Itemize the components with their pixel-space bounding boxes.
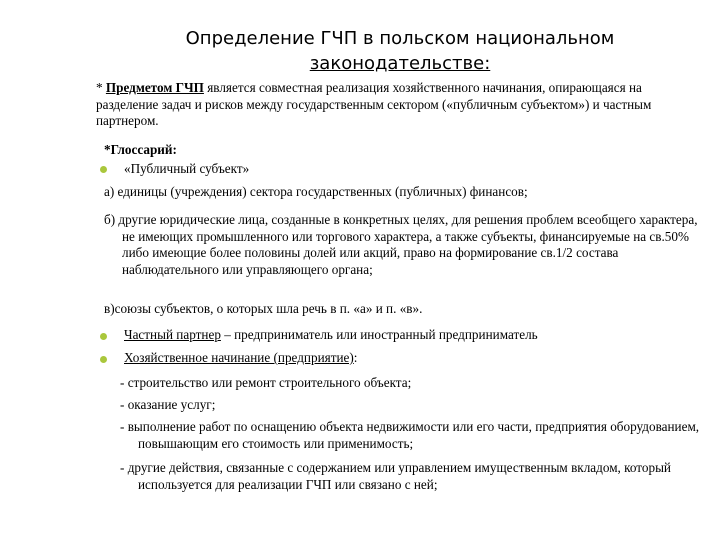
private-partner-label: Частный партнер [124,327,221,342]
public-subject-term: «Публичный субъект» [124,161,250,176]
venture-item-3: - выполнение работ по оснащению объекта недвижимости или его части, предприятия оборудованием, повышающим его стоимость или применимость; [120,419,700,451]
item-b: б) другие юридические лица, созданные в конкретных целях, для решения проблем всеобщего характера, не имеющих промышленного или торгового характера, а также субъекты, финансируемые на св.50% либо имеющие более половины долей или акций, право на формирование св.1/2 состава наблюдательного или управляющего органа; [104,212,698,277]
title-line-1: Определение ГЧП в польском национальном [185,28,615,49]
bullet-icon [100,356,107,363]
private-partner: Частный партнер – предприниматель или иностранный предприниматель [124,327,538,342]
subject-label: Предметом ГЧП [105,80,204,95]
bullet-icon [100,166,107,173]
venture-item-1: - строительство или ремонт строительного объекта; [120,375,412,390]
item-a: а) единицы (учреждения) сектора государственных (публичных) финансов; [104,184,528,199]
bullet-icon [100,333,107,340]
glossary-label: *Глоссарий: [104,142,177,157]
venture: Хозяйственное начинание (предприятие): [124,350,358,365]
title-line-2: законодательстве: [309,53,491,74]
intro-paragraph: * Предметом ГЧП является совместная реализация хозяйственного начинания, опирающаяся на разделение задач и рисков между государственным сектором («публичным субъектом») и частным партнером. [96,80,652,129]
intro-text: является совместная реализация хозяйственного начинания, опирающаяся на разделение задач и рисков между государственным сектором («публичным субъектом») и частным партнером. [96,80,652,129]
item-c: в)союзы субъектов, о которых шла речь в п. «а» и п. «в». [104,301,423,316]
page-title [150,26,650,76]
venture-label: Хозяйственное начинание (предприятие) [124,350,354,365]
venture-item-4: - другие действия, связанные с содержанием или управлением имущественным вкладом, который используется для реализации ГЧП или связано с ней; [120,460,671,492]
venture-item-2: - оказание услуг; [120,397,216,412]
